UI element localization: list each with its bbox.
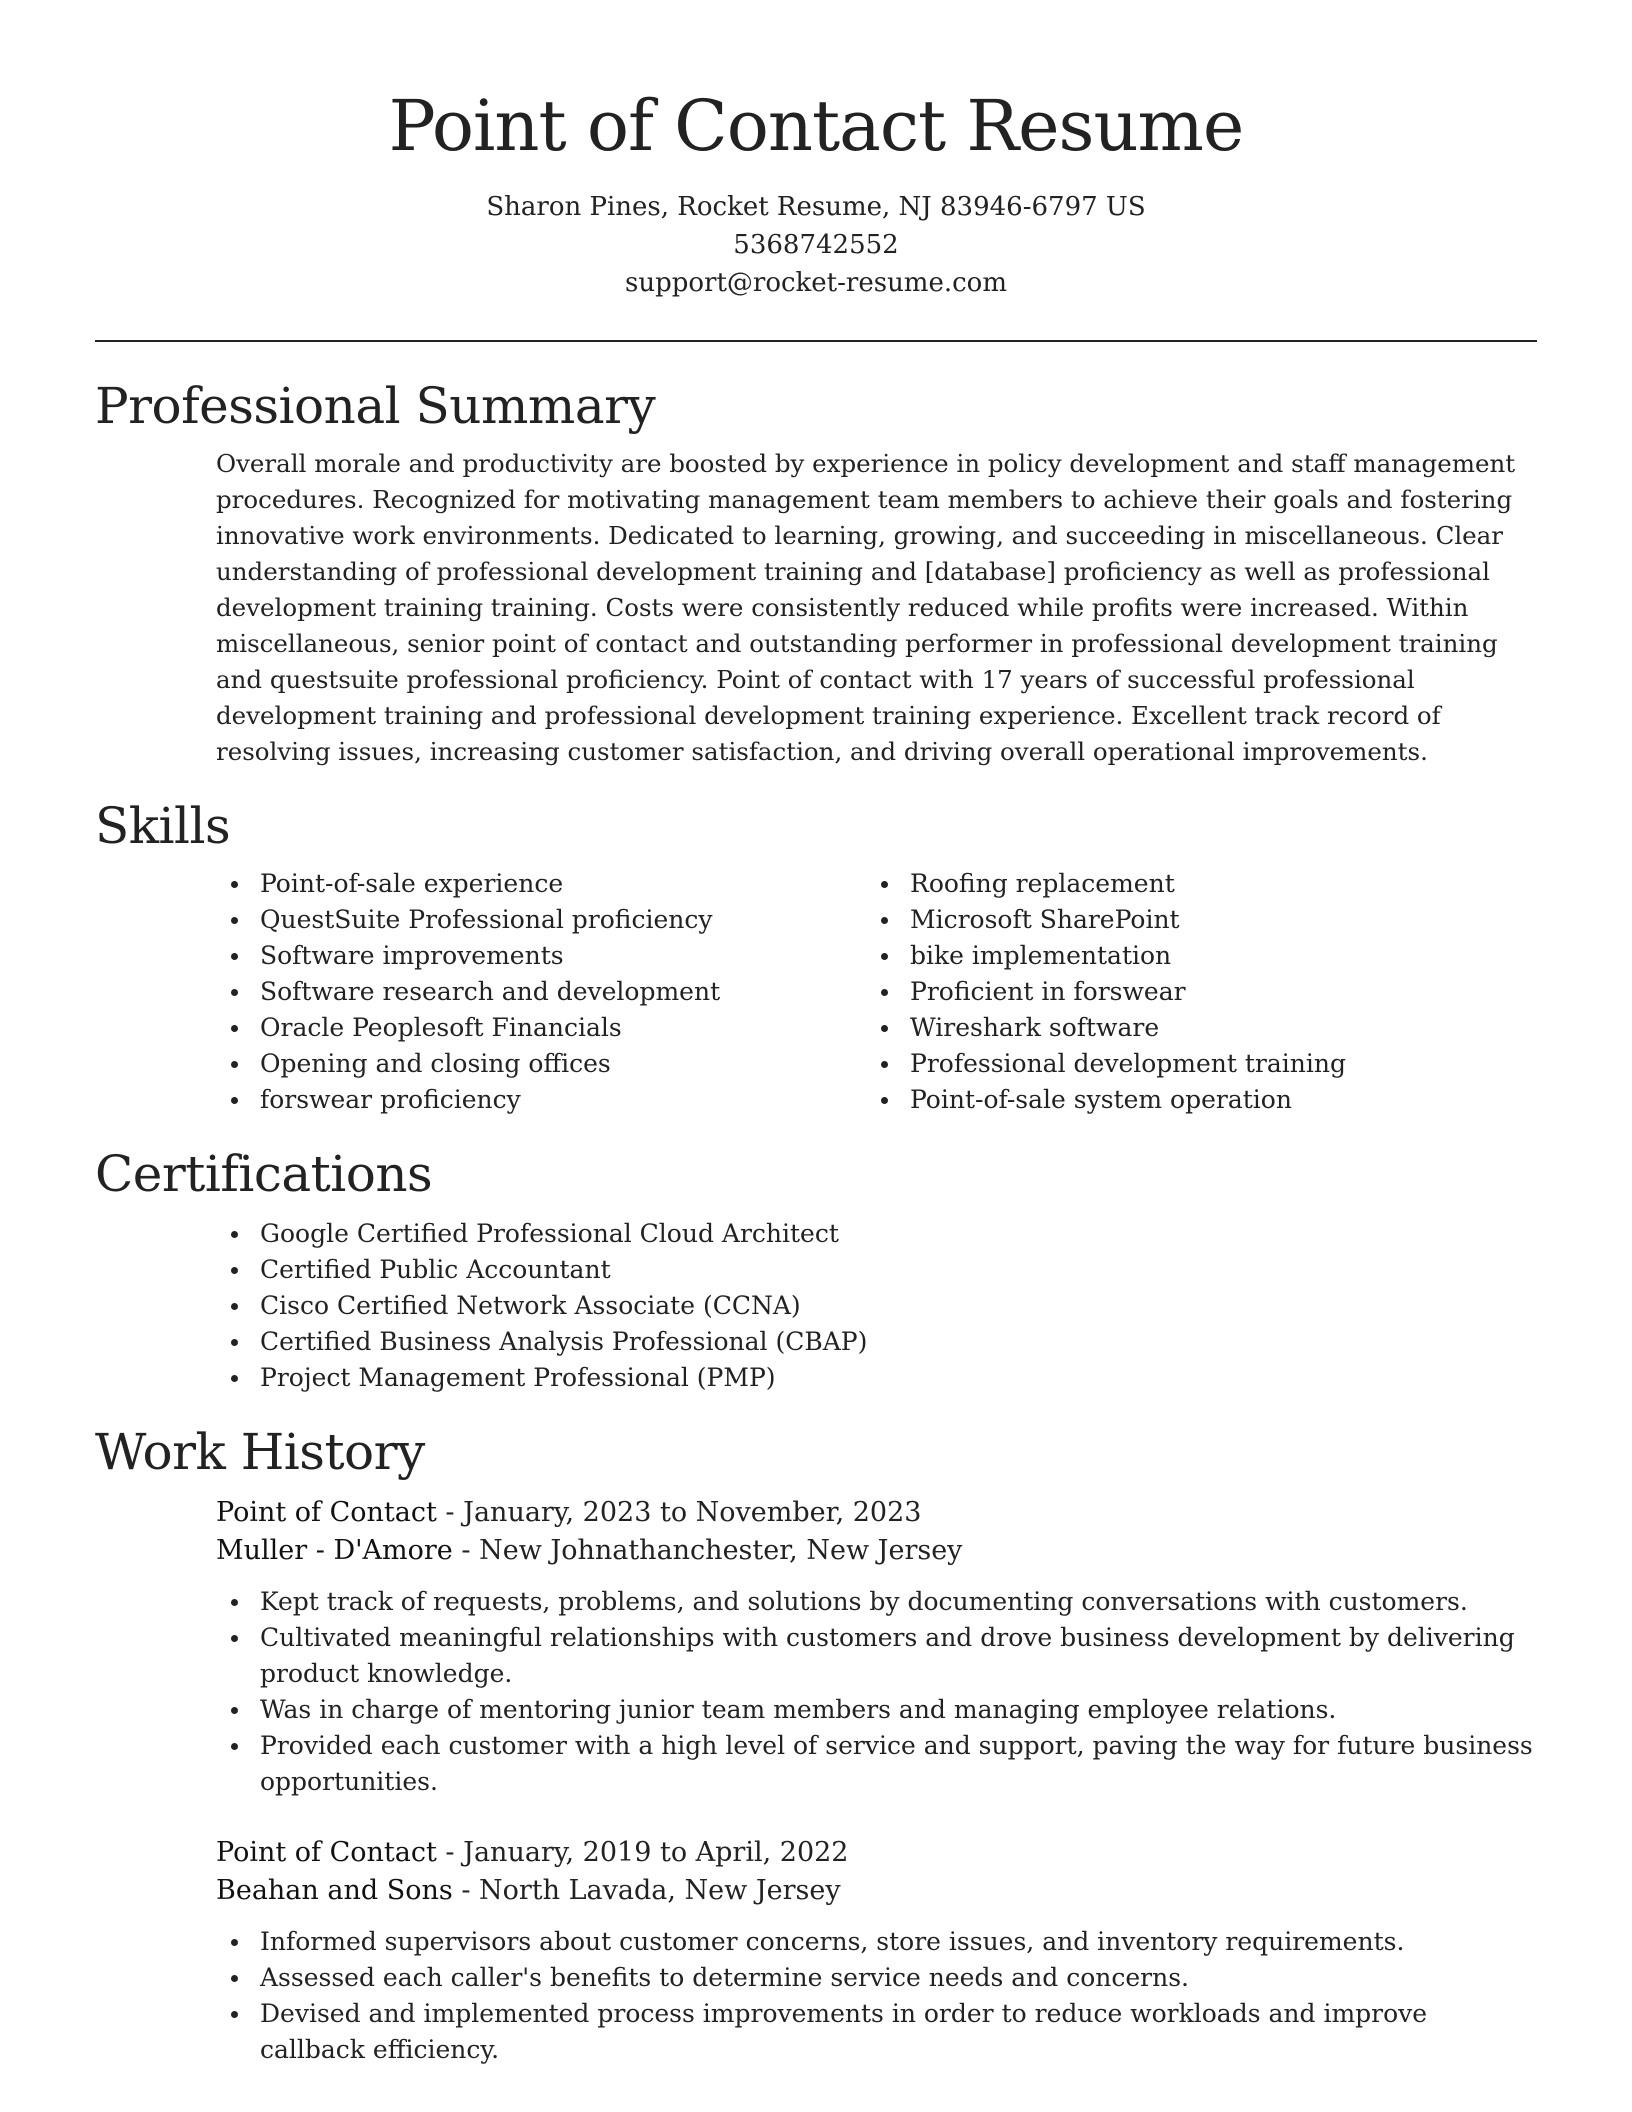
job-bullet: Cultivated meaningful relationships with customers and drove business development by delivering product knowledge. xyxy=(216,1620,1536,1692)
skill-item: Opening and closing offices xyxy=(216,1046,866,1082)
job-company: Muller - D'Amore xyxy=(216,1535,453,1566)
summary-section xyxy=(95,376,1537,770)
job-bullet: Provided each customer with a high level of service and support, paving the way for future business opportunities. xyxy=(216,1728,1536,1800)
skill-item: forswear proficiency xyxy=(216,1082,866,1118)
job-bullet: Was in charge of mentoring junior team members and managing employee relations. xyxy=(216,1692,1536,1728)
skill-item: QuestSuite Professional proficiency xyxy=(216,902,866,938)
job-company-line xyxy=(216,1532,1537,1570)
contact-address: Sharon Pines, Rocket Resume, NJ 83946-6797 US xyxy=(486,192,1146,222)
skill-item: Microsoft SharePoint xyxy=(866,902,1516,938)
job-title: Point of Contact xyxy=(216,1837,437,1868)
skill-item: bike implementation xyxy=(866,938,1516,974)
skills-heading: Skills xyxy=(95,797,231,855)
certification-item: Google Certified Professional Cloud Architect xyxy=(216,1216,1537,1252)
skills-list-left xyxy=(216,866,866,1118)
job-company-line xyxy=(216,1872,1537,1910)
work-history-section xyxy=(95,1422,1537,2068)
job-bullets xyxy=(216,1584,1536,1800)
work-history-heading: Work History xyxy=(95,1423,425,1481)
job-bullet: Assessed each caller's benefits to determine service needs and concerns. xyxy=(216,1960,1536,1996)
skill-item: Proficient in forswear xyxy=(866,974,1516,1010)
skill-item: Software improvements xyxy=(216,938,866,974)
skill-item: Professional development training xyxy=(866,1046,1516,1082)
skill-item: Software research and development xyxy=(216,974,866,1010)
skill-item: Point-of-sale experience xyxy=(216,866,866,902)
contact-block xyxy=(95,188,1537,302)
header-divider xyxy=(95,340,1537,342)
certifications-heading: Certifications xyxy=(95,1145,433,1203)
certifications-list xyxy=(216,1216,1537,1396)
job-location: - New Johnathanchester, New Jersey xyxy=(452,1535,963,1566)
skills-list-right xyxy=(866,866,1516,1118)
skills-grid xyxy=(216,866,1537,1118)
job-location: - North Lavada, New Jersey xyxy=(452,1875,841,1906)
skill-item: Wireshark software xyxy=(866,1010,1516,1046)
job-entry xyxy=(216,1494,1537,1800)
certifications-section xyxy=(95,1144,1537,1396)
job-title: Point of Contact xyxy=(216,1497,437,1528)
resume-title: Point of Contact Resume xyxy=(388,85,1244,167)
job-title-line xyxy=(216,1494,1537,1532)
certification-item: Cisco Certified Network Associate (CCNA) xyxy=(216,1288,1537,1324)
skill-item: Oracle Peoplesoft Financials xyxy=(216,1010,866,1046)
job-bullet: Devised and implemented process improvements in order to reduce workloads and improve callback efficiency. xyxy=(216,1996,1536,2068)
job-bullets xyxy=(216,1924,1536,2068)
skill-item: Point-of-sale system operation xyxy=(866,1082,1516,1118)
contact-email: support@rocket-resume.com xyxy=(624,268,1007,298)
summary-text: Overall morale and productivity are boosted by experience in policy development and staff management procedures. Recognized for motivating management team members to achieve their goals and fostering innovative work environments. Dedicated to learning, growing, and succeeding in miscellaneous. Clear understanding of professional development training and [database] proficiency as well as professional development training training. Costs were consistently reduced while profits were increased. Within miscellaneous, senior point of contact and outstanding performer in professional development training and questsuite professional proficiency. Point of contact with 17 years of successful professional development training and professional development training experience. Excellent track record of resolving issues, increasing customer satisfaction, and driving overall operational improvements. xyxy=(216,449,1516,766)
job-title-line xyxy=(216,1834,1537,1872)
job-dates: - January, 2023 to November, 2023 xyxy=(436,1497,922,1528)
skills-section xyxy=(95,796,1537,1118)
certification-item: Certified Public Accountant xyxy=(216,1252,1537,1288)
job-bullet: Informed supervisors about customer concerns, store issues, and inventory requirements. xyxy=(216,1924,1536,1960)
job-bullet: Kept track of requests, problems, and solutions by documenting conversations with customers. xyxy=(216,1584,1536,1620)
summary-heading: Professional Summary xyxy=(95,377,656,435)
certification-item: Project Management Professional (PMP) xyxy=(216,1360,1537,1396)
skill-item: Roofing replacement xyxy=(866,866,1516,902)
job-company: Beahan and Sons xyxy=(216,1875,453,1906)
contact-phone: 5368742552 xyxy=(733,230,899,260)
certification-item: Certified Business Analysis Professional (CBAP) xyxy=(216,1324,1537,1360)
job-dates: - January, 2019 to April, 2022 xyxy=(436,1837,849,1868)
job-entry xyxy=(216,1834,1537,2068)
